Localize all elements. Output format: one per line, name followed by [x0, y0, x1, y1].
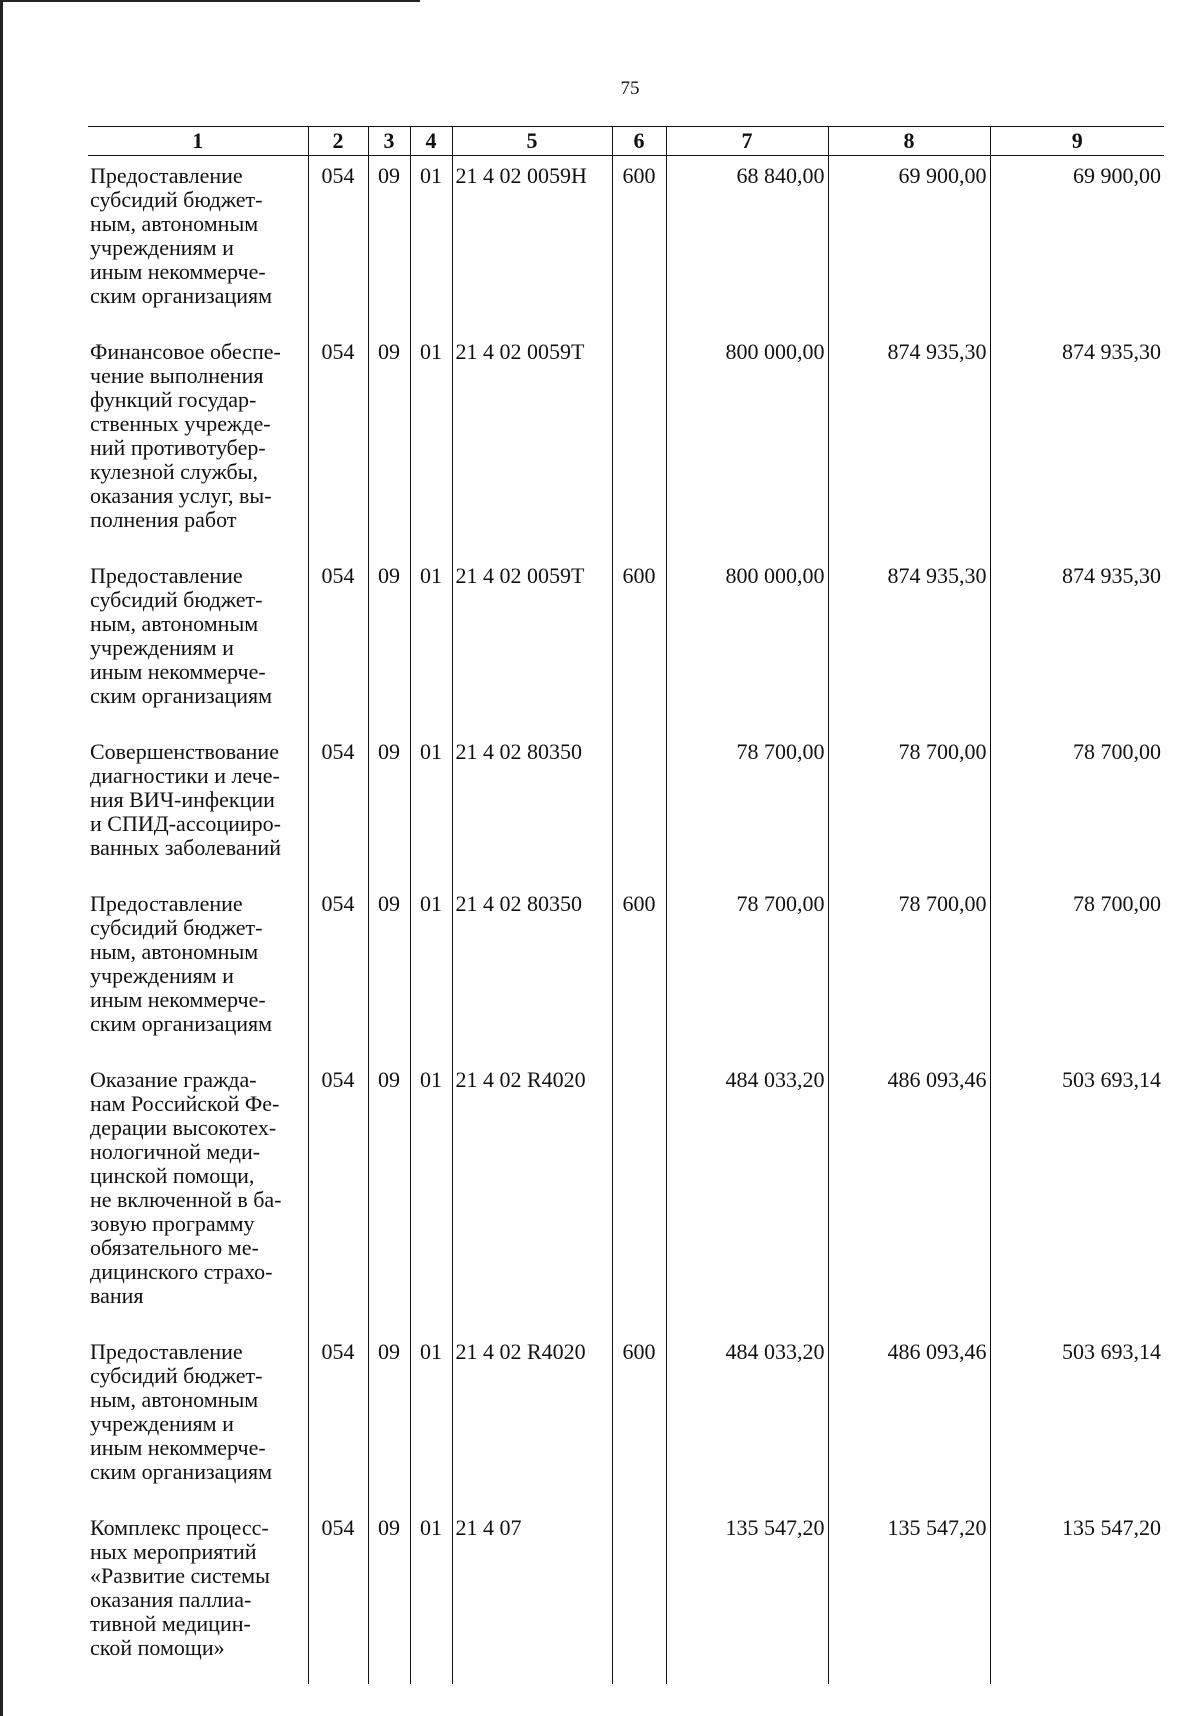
item-name-line: учреждениям и	[90, 963, 234, 988]
item-name-line: ным, автономным	[90, 939, 259, 964]
cell-amount-year-2: 78 700,00	[828, 732, 990, 884]
item-name-line: не включенной в ба-	[90, 1187, 282, 1212]
item-name-line: ской помощи»	[90, 1635, 225, 1660]
item-name-line: ским организациям	[90, 1011, 273, 1036]
cell-amount-year-3: 503 693,14	[990, 1060, 1164, 1332]
item-name-line: ния ВИЧ-инфекции	[90, 787, 275, 812]
cell-amount-year-3: 874 935,30	[990, 556, 1164, 732]
cell-subsection: 01	[410, 556, 452, 732]
cell-item-name	[88, 332, 308, 556]
header-col-7: 7	[666, 127, 828, 156]
table-row	[88, 884, 1164, 1060]
table-body	[88, 156, 1164, 1685]
cell-admin-code: 054	[308, 1508, 368, 1684]
cell-section: 09	[368, 556, 410, 732]
item-name-line: ванных заболеваний	[90, 835, 281, 860]
item-name-line: учреждениям и	[90, 235, 234, 260]
table-row	[88, 732, 1164, 884]
cell-expense-type	[612, 1060, 666, 1332]
cell-target-article: 21 4 02 R4020	[452, 1060, 612, 1332]
cell-amount-year-1: 484 033,20	[666, 1332, 828, 1508]
item-name-line: субсидий бюджет-	[90, 587, 263, 612]
item-name-line: Предоставление	[90, 891, 243, 916]
cell-amount-year-1: 78 700,00	[666, 732, 828, 884]
header-col-8: 8	[828, 127, 990, 156]
item-name-line: вания	[90, 1283, 144, 1308]
item-name-line: и СПИД-ассоцииро-	[90, 811, 281, 836]
item-name-line: полнения работ	[90, 507, 237, 532]
cell-amount-year-2: 486 093,46	[828, 1332, 990, 1508]
cell-admin-code: 054	[308, 556, 368, 732]
item-name-line: Финансовое обеспе-	[90, 339, 281, 364]
item-name-line: субсидий бюджет-	[90, 187, 263, 212]
cell-section: 09	[368, 732, 410, 884]
item-name-line: нологичной меди-	[90, 1139, 261, 1164]
cell-item-name	[88, 1508, 308, 1684]
table-row	[88, 156, 1164, 333]
cell-subsection: 01	[410, 732, 452, 884]
cell-amount-year-1: 800 000,00	[666, 332, 828, 556]
cell-amount-year-1: 484 033,20	[666, 1060, 828, 1332]
cell-target-article: 21 4 02 0059Н	[452, 156, 612, 333]
budget-table	[88, 126, 1164, 1684]
cell-subsection: 01	[410, 884, 452, 1060]
item-name-line: ным, автономным	[90, 1387, 259, 1412]
item-name-line: иным некоммерче-	[90, 1435, 266, 1460]
cell-section: 09	[368, 1332, 410, 1508]
cell-expense-type: 600	[612, 884, 666, 1060]
item-name-line: ским организациям	[90, 283, 273, 308]
cell-section: 09	[368, 1508, 410, 1684]
header-col-3: 3	[368, 127, 410, 156]
item-name-line: чение выполнения	[90, 363, 264, 388]
cell-target-article: 21 4 02 0059Т	[452, 556, 612, 732]
table-row	[88, 332, 1164, 556]
table-row	[88, 556, 1164, 732]
table-header-row	[88, 127, 1164, 156]
cell-target-article: 21 4 07	[452, 1508, 612, 1684]
item-name-line: дицинского страхо-	[90, 1259, 273, 1284]
cell-admin-code: 054	[308, 332, 368, 556]
cell-amount-year-2: 486 093,46	[828, 1060, 990, 1332]
item-name-line: иным некоммерче-	[90, 987, 266, 1012]
item-name-line: нам Российской Фе-	[90, 1091, 280, 1116]
cell-item-name	[88, 1060, 308, 1332]
cell-amount-year-3: 135 547,20	[990, 1508, 1164, 1684]
cell-item-name	[88, 884, 308, 1060]
cell-item-name	[88, 732, 308, 884]
cell-subsection: 01	[410, 332, 452, 556]
cell-amount-year-1: 68 840,00	[666, 156, 828, 333]
cell-admin-code: 054	[308, 1332, 368, 1508]
cell-target-article: 21 4 02 80350	[452, 884, 612, 1060]
cell-amount-year-3: 874 935,30	[990, 332, 1164, 556]
item-name-line: субсидий бюджет-	[90, 1363, 263, 1388]
cell-expense-type	[612, 332, 666, 556]
item-name-line: ственных учрежде-	[90, 411, 271, 436]
item-name-line: оказания паллиа-	[90, 1587, 252, 1612]
header-col-6: 6	[612, 127, 666, 156]
item-name-line: кулезной службы,	[90, 459, 258, 484]
item-name-line: зовую программу	[90, 1211, 255, 1236]
item-name-line: учреждениям и	[90, 635, 234, 660]
item-name-line: функций государ-	[90, 387, 257, 412]
cell-amount-year-1: 135 547,20	[666, 1508, 828, 1684]
page-number: 75	[620, 78, 640, 99]
header-col-5: 5	[452, 127, 612, 156]
header-col-1: 1	[88, 127, 308, 156]
cell-amount-year-2: 135 547,20	[828, 1508, 990, 1684]
item-name-line: Совершенствование	[90, 739, 279, 764]
scan-top-edge	[0, 0, 420, 2]
item-name-line: Комплекс процесс-	[90, 1515, 269, 1540]
cell-amount-year-1: 800 000,00	[666, 556, 828, 732]
cell-subsection: 01	[410, 156, 452, 333]
cell-expense-type	[612, 1508, 666, 1684]
cell-amount-year-2: 874 935,30	[828, 332, 990, 556]
header-col-9: 9	[990, 127, 1164, 156]
item-name-line: ний противотубер-	[90, 435, 266, 460]
cell-expense-type	[612, 732, 666, 884]
cell-amount-year-3: 503 693,14	[990, 1332, 1164, 1508]
item-name-line: Оказание гражда-	[90, 1067, 257, 1092]
cell-admin-code: 054	[308, 884, 368, 1060]
cell-amount-year-2: 874 935,30	[828, 556, 990, 732]
item-name-line: ных мероприятий	[90, 1539, 257, 1564]
item-name-line: субсидий бюджет-	[90, 915, 263, 940]
cell-item-name	[88, 1332, 308, 1508]
cell-section: 09	[368, 156, 410, 333]
item-name-line: обязательного ме-	[90, 1235, 259, 1260]
item-name-line: ным, автономным	[90, 211, 259, 236]
cell-admin-code: 054	[308, 732, 368, 884]
header-col-2: 2	[308, 127, 368, 156]
item-name-line: ским организациям	[90, 1459, 273, 1484]
cell-amount-year-2: 78 700,00	[828, 884, 990, 1060]
item-name-line: тивной медицин-	[90, 1611, 251, 1636]
cell-expense-type: 600	[612, 556, 666, 732]
cell-item-name	[88, 556, 308, 732]
item-name-line: Предоставление	[90, 1339, 243, 1364]
cell-amount-year-3: 69 900,00	[990, 156, 1164, 333]
item-name-line: иным некоммерче-	[90, 659, 266, 684]
item-name-line: ным, автономным	[90, 611, 259, 636]
cell-admin-code: 054	[308, 1060, 368, 1332]
item-name-line: «Развитие системы	[90, 1563, 270, 1588]
cell-section: 09	[368, 884, 410, 1060]
item-name-line: оказания услуг, вы-	[90, 483, 272, 508]
cell-expense-type: 600	[612, 1332, 666, 1508]
header-col-4: 4	[410, 127, 452, 156]
item-name-line: Предоставление	[90, 563, 243, 588]
cell-admin-code: 054	[308, 156, 368, 333]
item-name-line: иным некоммерче-	[90, 259, 266, 284]
cell-target-article: 21 4 02 0059Т	[452, 332, 612, 556]
item-name-line: дерации высокотех-	[90, 1115, 277, 1140]
cell-amount-year-2: 69 900,00	[828, 156, 990, 333]
table-row	[88, 1060, 1164, 1332]
cell-item-name	[88, 156, 308, 333]
table-row	[88, 1332, 1164, 1508]
scan-left-edge	[0, 0, 3, 1716]
item-name-line: цинской помощи,	[90, 1163, 255, 1188]
cell-section: 09	[368, 1060, 410, 1332]
cell-expense-type: 600	[612, 156, 666, 333]
item-name-line: учреждениям и	[90, 1411, 234, 1436]
item-name-line: диагностики и лече-	[90, 763, 280, 788]
cell-amount-year-1: 78 700,00	[666, 884, 828, 1060]
cell-amount-year-3: 78 700,00	[990, 884, 1164, 1060]
cell-subsection: 01	[410, 1508, 452, 1684]
cell-amount-year-3: 78 700,00	[990, 732, 1164, 884]
item-name-line: Предоставление	[90, 163, 243, 188]
cell-target-article: 21 4 02 R4020	[452, 1332, 612, 1508]
table-row	[88, 1508, 1164, 1684]
cell-subsection: 01	[410, 1332, 452, 1508]
cell-target-article: 21 4 02 80350	[452, 732, 612, 884]
cell-subsection: 01	[410, 1060, 452, 1332]
item-name-line: ским организациям	[90, 683, 273, 708]
cell-section: 09	[368, 332, 410, 556]
